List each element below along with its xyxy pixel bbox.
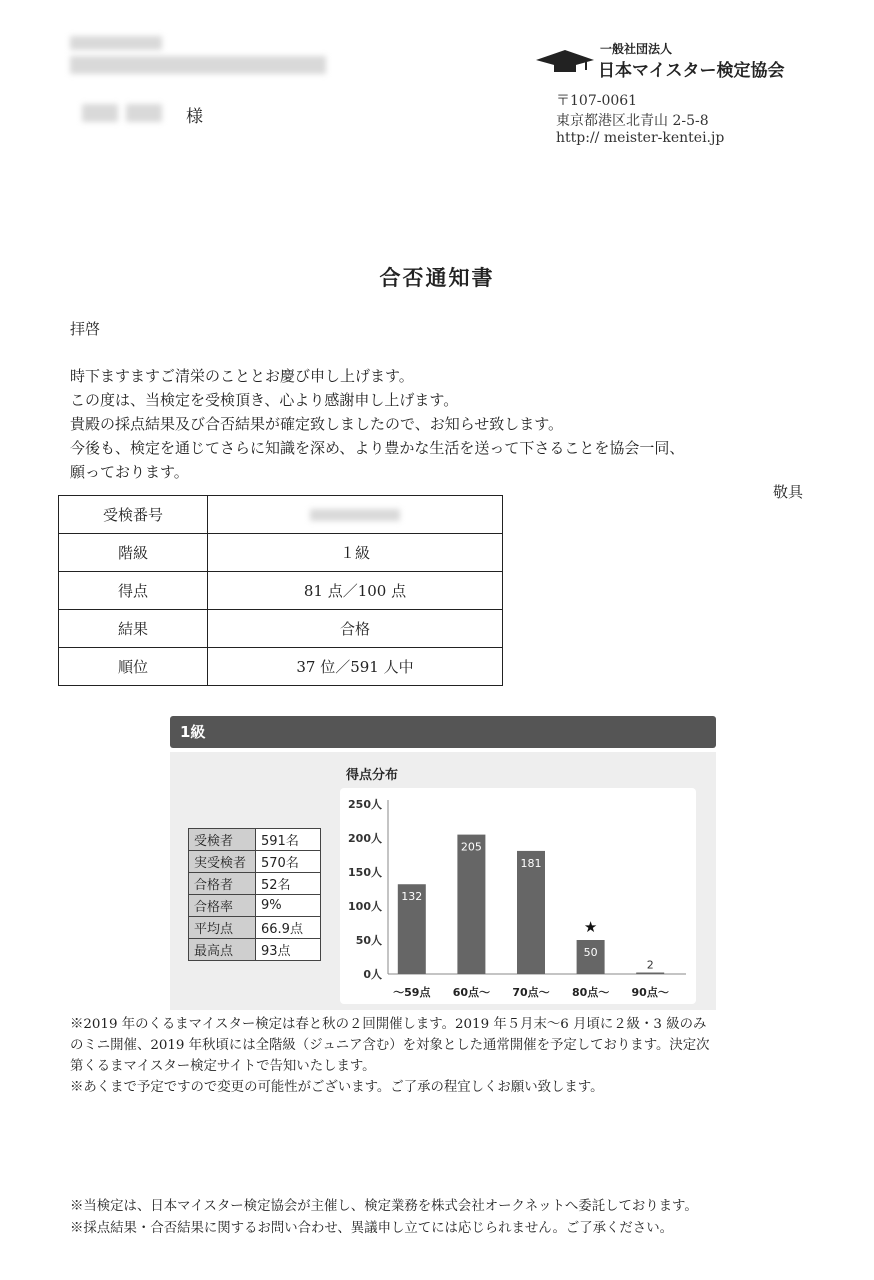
- y-tick-label: 200人: [348, 832, 382, 845]
- y-tick-label: 100人: [348, 900, 382, 913]
- rank-label: 順位: [59, 648, 208, 686]
- website-url: http:// meister-kentei.jp: [556, 130, 725, 146]
- opening-salutation: 拝啓: [70, 320, 101, 338]
- redacted-recipient-line-2: [70, 56, 326, 74]
- table-row: [189, 829, 321, 851]
- score-label: 得点: [59, 572, 208, 610]
- result-label: 結果: [59, 610, 208, 648]
- x-tick-label: 60点～: [452, 986, 491, 999]
- data-label: 2: [646, 958, 654, 972]
- stats-table: [188, 828, 321, 961]
- body-line: この度は、当検定を受検頂き、心より感謝申し上げます。: [70, 391, 459, 409]
- stat-value: 9%: [256, 895, 321, 917]
- bar: [636, 973, 664, 975]
- grade-value: １級: [208, 534, 503, 572]
- redacted-recipient-name-2: [126, 104, 162, 122]
- panel-header: 1級: [170, 716, 716, 748]
- x-tick-label: 90点～: [631, 986, 669, 999]
- bar: [457, 835, 485, 974]
- x-tick-label: 80点～: [571, 986, 610, 999]
- score-distribution-chart: [340, 788, 696, 1004]
- stat-label: 平均点: [189, 917, 256, 939]
- y-tick-label: 150人: [348, 866, 382, 879]
- data-label: 132: [401, 890, 423, 904]
- footer-line: ※採点結果・合否結果に関するお問い合わせ、異議申し立てには応じられません。ご了承ください。: [70, 1221, 673, 1236]
- table-row: [59, 572, 503, 610]
- result-table: [58, 495, 503, 686]
- postal-code: 〒107-0061: [556, 93, 638, 109]
- body-line: 時下ますますご清栄のこととお慶び申し上げます。: [70, 367, 414, 385]
- data-label: 50: [583, 946, 598, 959]
- letter-body: [70, 364, 830, 484]
- grade-label: 階級: [59, 534, 208, 572]
- note-line: 第くるまマイスター検定サイトで告知いたします。: [70, 1059, 376, 1074]
- x-tick-label: ～59点: [393, 986, 431, 999]
- recipient-honorific: 様: [186, 107, 203, 127]
- stat-label: 合格率: [189, 895, 256, 917]
- stat-label: 合格者: [189, 873, 256, 895]
- rank-value: 37 位／591 人中: [208, 648, 503, 686]
- y-tick-label: 0人: [363, 968, 382, 981]
- y-tick-label: 250人: [348, 798, 382, 811]
- stat-value: 52名: [256, 873, 321, 895]
- result-value: 合格: [208, 610, 503, 648]
- table-row: [189, 917, 321, 939]
- data-label: 181: [520, 856, 542, 870]
- y-tick-label: 50人: [355, 934, 382, 947]
- org-type: 一般社団法人: [600, 42, 673, 56]
- redacted-exam-number: [310, 509, 400, 521]
- x-tick-label: 70点～: [512, 986, 550, 999]
- stat-value: 66.9点: [256, 917, 321, 939]
- stat-label: 最高点: [189, 939, 256, 961]
- notes: [70, 1014, 840, 1098]
- exam-number-value: [208, 496, 503, 534]
- exam-number-label: 受検番号: [59, 496, 208, 534]
- mortarboard-icon: [534, 48, 596, 74]
- stat-value: 93点: [256, 939, 321, 961]
- redacted-recipient-line-1: [70, 36, 162, 50]
- table-row: [59, 648, 503, 686]
- stat-value: 591名: [256, 829, 321, 851]
- score-value: 81 点／100 点: [208, 572, 503, 610]
- table-row: [189, 939, 321, 961]
- table-row: [189, 851, 321, 873]
- body-line: 今後も、検定を通じてさらに知識を深め、より豊かな生活を送って下さることを協会一同、: [70, 439, 685, 457]
- body-line: 貴殿の採点結果及び合否結果が確定致しましたので、お知らせ致します。: [70, 415, 564, 433]
- table-row: [59, 610, 503, 648]
- stat-value: 570名: [256, 851, 321, 873]
- footer-line: ※当検定は、日本マイスター検定協会が主催し、検定業務を株式会社オークネットへ委託しております。: [70, 1199, 698, 1214]
- note-line: のミニ開催、2019 年秋頃には全階級（ジュニア含む）を対象とした通常開催を予定しております。決定次: [70, 1038, 710, 1053]
- table-row: [59, 496, 503, 534]
- stat-label: 受検者: [189, 829, 256, 851]
- table-row: [189, 873, 321, 895]
- note-line: ※2019 年のくるまマイスター検定は春と秋の２回開催します。2019 年５月末～6 月頃に２級・3 級のみ: [70, 1017, 707, 1032]
- note-line: ※あくまで予定ですので変更の可能性がございます。ご了承の程宜しくお願い致します。: [70, 1080, 604, 1095]
- star-marker: ★: [583, 918, 598, 936]
- data-label: 205: [460, 840, 482, 854]
- document-title: 合否通知書: [379, 265, 495, 290]
- redacted-recipient-name-1: [82, 104, 118, 122]
- table-row: [59, 534, 503, 572]
- org-name: 日本マイスター検定協会: [598, 61, 785, 81]
- stat-label: 実受検者: [189, 851, 256, 873]
- footer-notes: [70, 1196, 840, 1240]
- closing-salutation: 敬具: [773, 483, 804, 501]
- body-line: 願っております。: [70, 463, 189, 481]
- chart-title: 得点分布: [346, 768, 399, 783]
- table-row: [189, 895, 321, 917]
- address: 東京都港区北青山 2-5-8: [556, 113, 709, 129]
